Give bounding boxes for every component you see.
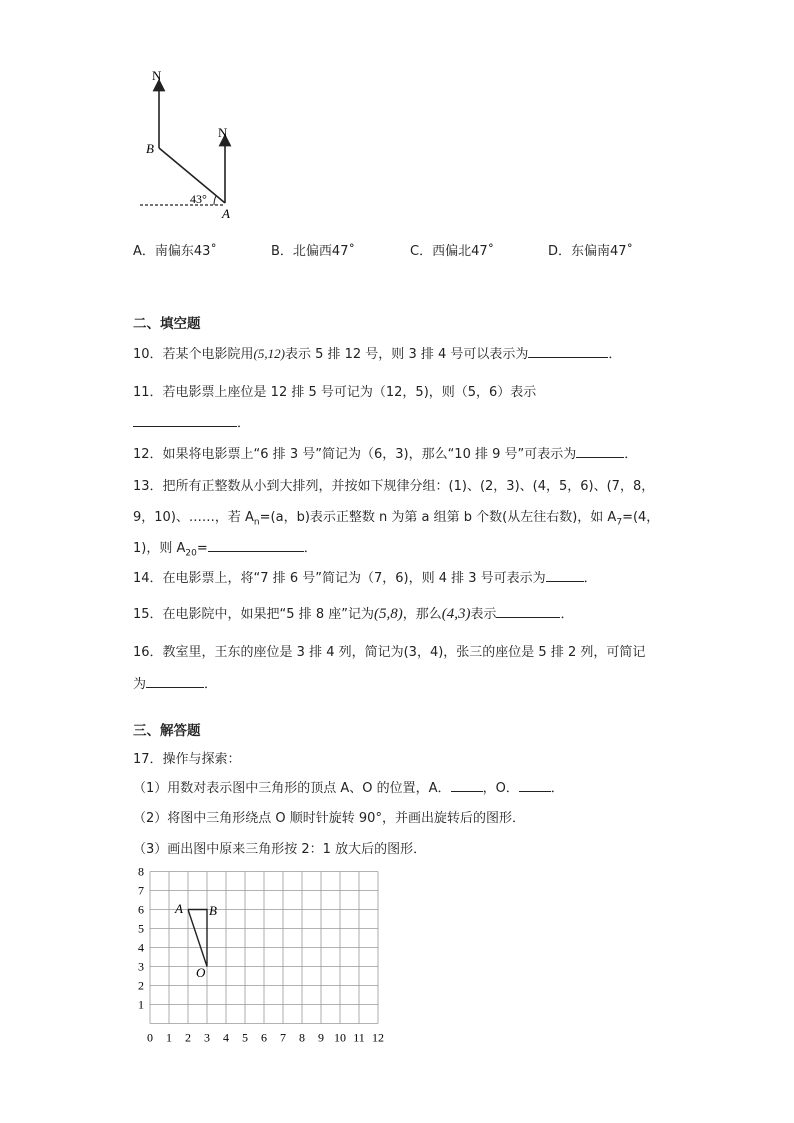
y-tick-label: 7 bbox=[138, 883, 144, 898]
y-tick-label: 5 bbox=[138, 921, 144, 936]
x-tick-label: 3 bbox=[204, 1030, 210, 1045]
point-a-label: A bbox=[222, 206, 230, 221]
question-16-line2: 为 ． bbox=[133, 677, 218, 692]
q9-option-d: D．东偏南47˚ bbox=[548, 244, 634, 259]
question-14: 14．在电影票上，将“7 排 6 号”简记为（7，6)，则 4 排 3 号可表示为 ． bbox=[133, 571, 597, 586]
x-tick-label: 12 bbox=[372, 1030, 384, 1045]
x-tick-label: 1 bbox=[166, 1030, 172, 1045]
north-label-a: N bbox=[218, 125, 228, 140]
question-11: 11．若电影票上座位是 12 排 5 号可记为（12，5)，则（5，6）表示 bbox=[133, 385, 537, 400]
x-tick-label: 11 bbox=[353, 1030, 365, 1045]
question-12: 12．如果将电影票上“6 排 3 号”简记为（6，3)，那么“10 排 9 号”可表示为 ． bbox=[133, 447, 638, 462]
q10-answer-blank[interactable] bbox=[528, 345, 608, 358]
y-tick-label: 8 bbox=[138, 864, 144, 879]
x-tick-label: 5 bbox=[242, 1030, 248, 1045]
q12-answer-blank[interactable] bbox=[576, 445, 624, 458]
x-tick-label: 8 bbox=[299, 1030, 305, 1045]
angle-label: 43° bbox=[190, 192, 207, 206]
question-13-line2: 9，10)、……，若 $A_n=(a$，b)表示正整数 n 为第 a 组第 b 个数(从左往右数)，如 $A_7=(4$， bbox=[133, 510, 660, 528]
y-tick-label: 3 bbox=[138, 959, 144, 974]
vertex-o-label: O bbox=[196, 965, 206, 980]
vertex-a-label: A bbox=[175, 901, 183, 916]
question-10: 10．若某个电影院用(5,12)表示 5 排 12 号，则 3 排 4 号可以表示为 ． bbox=[133, 346, 622, 362]
point-b-label: B bbox=[146, 141, 154, 156]
q9-option-b: B．北偏西47˚ bbox=[271, 244, 355, 259]
x-tick-label: 2 bbox=[185, 1030, 191, 1045]
question-17-part1: （1）用数对表示图中三角形的顶点 A、O 的位置，A． ，O． ． bbox=[133, 781, 564, 796]
q13-answer-blank[interactable] bbox=[208, 539, 304, 552]
q17-a-blank[interactable] bbox=[451, 779, 483, 792]
q14-answer-blank[interactable] bbox=[546, 569, 584, 582]
y-tick-label: 6 bbox=[138, 902, 144, 917]
north-label-b: N bbox=[152, 68, 162, 83]
question-17-part2: （2）将图中三角形绕点 O 顺时针旋转 90°，并画出旋转后的图形． bbox=[133, 811, 525, 826]
q9-option-a: A．南偏东43˚ bbox=[133, 244, 217, 259]
question-15: 15．在电影院中，如果把“5 排 8 座”记为(5,8)，那么(4,3)表示 ． bbox=[133, 606, 574, 622]
question-11-line2: ． bbox=[133, 412, 250, 431]
coordinate-grid bbox=[130, 862, 400, 1047]
grid-lines bbox=[150, 872, 378, 1024]
x-tick-label: 7 bbox=[280, 1030, 286, 1045]
compass-figure bbox=[130, 60, 250, 225]
question-17-title: 17．操作与探索： bbox=[133, 752, 241, 767]
question-17-part3: （3）画出图中原来三角形按 2：1 放大后的图形． bbox=[133, 842, 427, 857]
q11-answer-blank[interactable] bbox=[133, 414, 237, 427]
y-tick-labels bbox=[138, 865, 144, 1012]
y-tick-label: 1 bbox=[138, 997, 144, 1012]
vertex-b-label: B bbox=[209, 903, 217, 918]
q17-o-blank[interactable] bbox=[519, 779, 551, 792]
section3-title: 三、解答题 bbox=[133, 723, 201, 739]
section2-title: 二、填空题 bbox=[133, 316, 201, 332]
x-tick-label: 10 bbox=[334, 1030, 346, 1045]
triangle-abo bbox=[188, 910, 207, 967]
question-16-line1: 16．教室里，王东的座位是 3 排 4 列，简记为(3，4)，张三的座位是 5 排 2 列，可简记 bbox=[133, 645, 646, 660]
q16-answer-blank[interactable] bbox=[146, 675, 204, 688]
x-tick-label: 0 bbox=[147, 1030, 153, 1045]
x-tick-label: 4 bbox=[223, 1030, 229, 1045]
y-tick-label: 4 bbox=[138, 940, 144, 955]
x-tick-label: 6 bbox=[261, 1030, 267, 1045]
q15-answer-blank[interactable] bbox=[496, 605, 560, 618]
q9-option-c: C．西偏北47˚ bbox=[410, 244, 495, 259]
question-13-line3: 1)，则 $A_{20}=$ ． bbox=[133, 541, 317, 559]
x-tick-label: 9 bbox=[318, 1030, 324, 1045]
x-tick-labels bbox=[147, 1031, 384, 1045]
question-13-line1: 13．把所有正整数从小到大排列，并按如下规律分组：(1)、(2，3)、(4，5，6)、(7，8， bbox=[133, 479, 655, 494]
y-tick-label: 2 bbox=[138, 978, 144, 993]
